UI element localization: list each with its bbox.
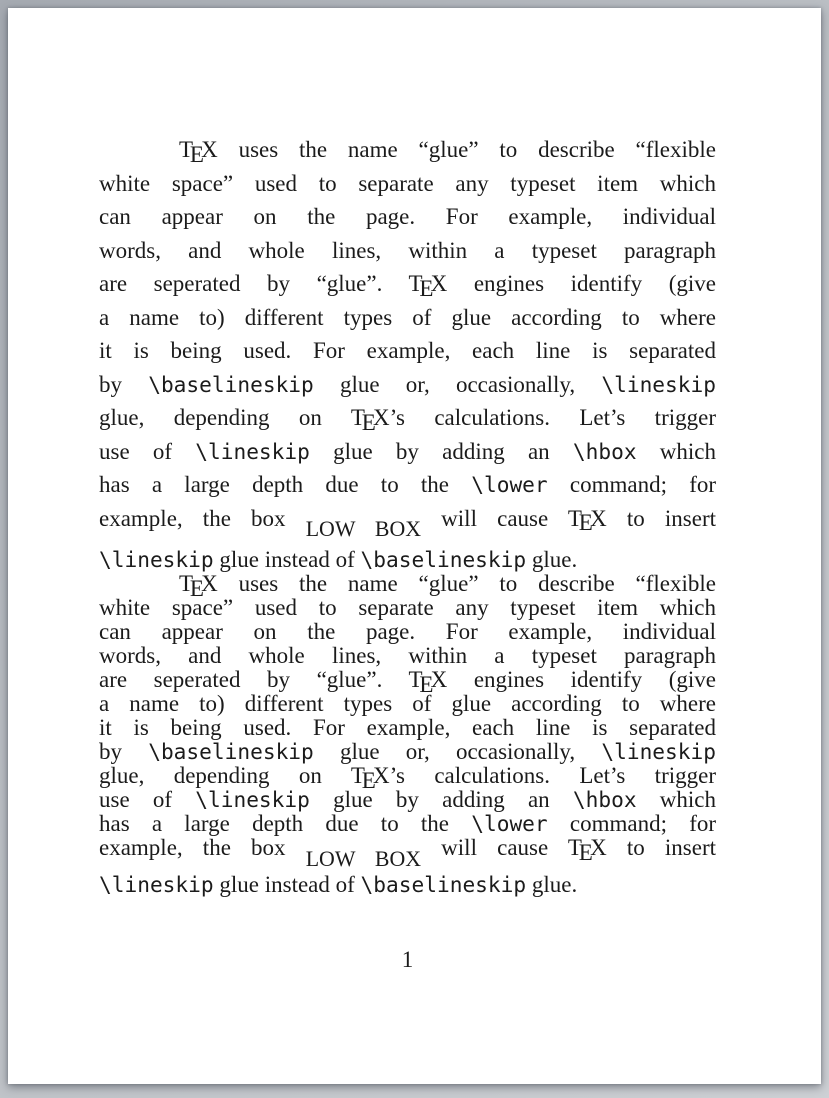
- inline-code: \hbox: [572, 438, 637, 464]
- paragraph-loose: [99, 133, 716, 576]
- text-run: glue or, occasionally,: [313, 371, 602, 397]
- text-line: [99, 763, 716, 793]
- text-run: it is being used. For example, each line is separated: [99, 338, 716, 363]
- text-line: [99, 368, 716, 402]
- text-run: has a large depth due to the: [99, 472, 472, 497]
- document-page: [8, 8, 821, 1084]
- text-run: ’s calculations. Let’s trigger: [389, 405, 716, 430]
- tex-logo-letter: X: [373, 763, 390, 788]
- tex-logo-letter: X: [373, 405, 390, 430]
- text-line: [99, 873, 716, 897]
- tex-logo-lowered-e: E: [419, 671, 434, 697]
- text-run: which: [636, 438, 716, 464]
- inline-code: \lineskip: [99, 546, 214, 572]
- text-line: [99, 267, 716, 301]
- text-column: [99, 133, 716, 973]
- text-run: words, and whole lines, within a typeset paragraph: [99, 643, 716, 668]
- tex-logo: [350, 405, 390, 435]
- tex-logo-letter: X: [430, 667, 448, 692]
- inline-code: \hbox: [572, 787, 637, 812]
- tex-logo-lowered-e: E: [419, 275, 434, 301]
- tex-logo-letter: T: [408, 271, 423, 296]
- text-line: [99, 835, 716, 871]
- inline-code: \lineskip: [195, 438, 310, 464]
- tex-logo: [567, 505, 607, 536]
- text-run: will cause: [421, 835, 568, 860]
- tex-logo-letter: T: [567, 505, 582, 531]
- text-run: glue, depending on: [99, 763, 351, 788]
- text-line: [99, 200, 716, 234]
- tex-logo: [567, 835, 607, 865]
- text-line: [99, 502, 716, 542]
- text-run: glue instead of: [213, 872, 361, 897]
- text-line: [99, 571, 716, 601]
- text-run: command; for: [547, 811, 717, 836]
- text-line: [99, 740, 716, 764]
- text-run: can appear on the page. For example, individual: [99, 204, 716, 229]
- text-run: has a large depth due to the: [99, 811, 472, 836]
- tex-logo-letter: T: [350, 405, 365, 430]
- lowered-hbox: LOW BOX: [305, 846, 422, 871]
- tex-logo-lowered-e: E: [361, 409, 376, 435]
- text-run: engines identify (give: [447, 271, 716, 296]
- text-run: glue.: [526, 546, 578, 572]
- text-line: [99, 334, 716, 368]
- paragraph-tight: [99, 572, 716, 897]
- text-run: words, and whole lines, within a typeset paragraph: [99, 237, 716, 263]
- tex-logo: [350, 763, 390, 793]
- text-run: engines identify (give: [447, 667, 716, 692]
- text-run: glue instead of: [213, 546, 361, 572]
- inline-code: \lineskip: [601, 371, 716, 397]
- text-run: which: [636, 787, 716, 812]
- text-run: a name to) different types of glue according to where: [99, 304, 716, 330]
- lowered-hbox: LOW BOX: [305, 517, 422, 542]
- text-run: uses the name “glue” to describe “flexible: [217, 137, 716, 162]
- tex-logo-letter: T: [179, 571, 194, 596]
- text-run: glue or, occasionally,: [313, 739, 602, 764]
- text-run: use of: [99, 787, 196, 812]
- text-run: glue by adding an: [309, 438, 573, 464]
- tex-logo-letter: T: [567, 835, 582, 860]
- text-line: [99, 692, 716, 716]
- text-line: [99, 644, 716, 668]
- tex-logo-letter: T: [179, 137, 194, 162]
- inline-code: \lineskip: [99, 872, 214, 897]
- tex-logo-letter: X: [201, 571, 218, 596]
- text-line: [99, 667, 716, 697]
- page-number: 1: [401, 947, 414, 972]
- text-run: white space” used to separate any typeset item which: [99, 595, 716, 620]
- tex-logo-lowered-e: E: [189, 141, 204, 167]
- inline-code: \baselineskip: [360, 546, 527, 572]
- text-line: [99, 716, 716, 740]
- text-run: example, the box: [99, 505, 306, 531]
- text-run: it is being used. For example, each line is separated: [99, 715, 716, 740]
- tex-logo: [179, 571, 218, 601]
- text-run: to insert: [606, 505, 716, 531]
- tex-logo-lowered-e: E: [578, 839, 593, 865]
- tex-logo: [408, 667, 448, 697]
- text-run: by: [99, 371, 149, 397]
- text-line: [99, 788, 716, 812]
- text-line: [99, 468, 716, 502]
- tex-logo-letter: X: [430, 271, 448, 296]
- text-run: a name to) different types of glue according to where: [99, 691, 716, 716]
- text-run: by: [99, 739, 149, 764]
- text-run: white space” used to separate any typeset item which: [99, 170, 716, 196]
- text-line: [99, 133, 716, 167]
- inline-code: \baselineskip: [148, 739, 314, 764]
- tex-logo: [179, 137, 218, 167]
- text-run: will cause: [421, 505, 568, 531]
- inline-code: \lower: [471, 472, 548, 497]
- inline-code: \lineskip: [195, 787, 310, 812]
- inline-code: \baselineskip: [360, 872, 527, 897]
- text-run: command; for: [547, 472, 717, 497]
- inline-code: \baselineskip: [148, 371, 314, 397]
- text-run: are seperated by “glue”.: [99, 271, 409, 296]
- text-run: to insert: [606, 835, 716, 860]
- text-run: can appear on the page. For example, individual: [99, 619, 716, 644]
- text-line: [99, 620, 716, 644]
- tex-logo-letter: X: [590, 835, 607, 860]
- text-line: [99, 401, 716, 435]
- tex-logo-letter: T: [350, 763, 365, 788]
- text-run: glue by adding an: [309, 787, 573, 812]
- text-line: [99, 167, 716, 201]
- tex-logo-lowered-e: E: [578, 510, 593, 536]
- text-line: [99, 435, 716, 469]
- tex-logo-lowered-e: E: [189, 575, 204, 601]
- text-run: use of: [99, 438, 196, 464]
- tex-logo: [408, 271, 448, 301]
- text-run: ’s calculations. Let’s trigger: [389, 763, 716, 788]
- tex-logo-letter: X: [590, 505, 607, 531]
- text-run: glue.: [526, 872, 578, 897]
- text-run: example, the box: [99, 835, 306, 860]
- text-line: [99, 301, 716, 335]
- text-line: [99, 234, 716, 268]
- tex-logo-letter: X: [201, 137, 218, 162]
- inline-code: \lineskip: [601, 739, 716, 764]
- tex-logo-lowered-e: E: [361, 767, 376, 793]
- text-line: [99, 812, 716, 836]
- text-run: uses the name “glue” to describe “flexible: [217, 571, 716, 596]
- inline-code: \lower: [471, 811, 548, 836]
- text-run: are seperated by “glue”.: [99, 667, 409, 692]
- text-run: glue, depending on: [99, 405, 351, 430]
- tex-logo-letter: T: [408, 667, 423, 692]
